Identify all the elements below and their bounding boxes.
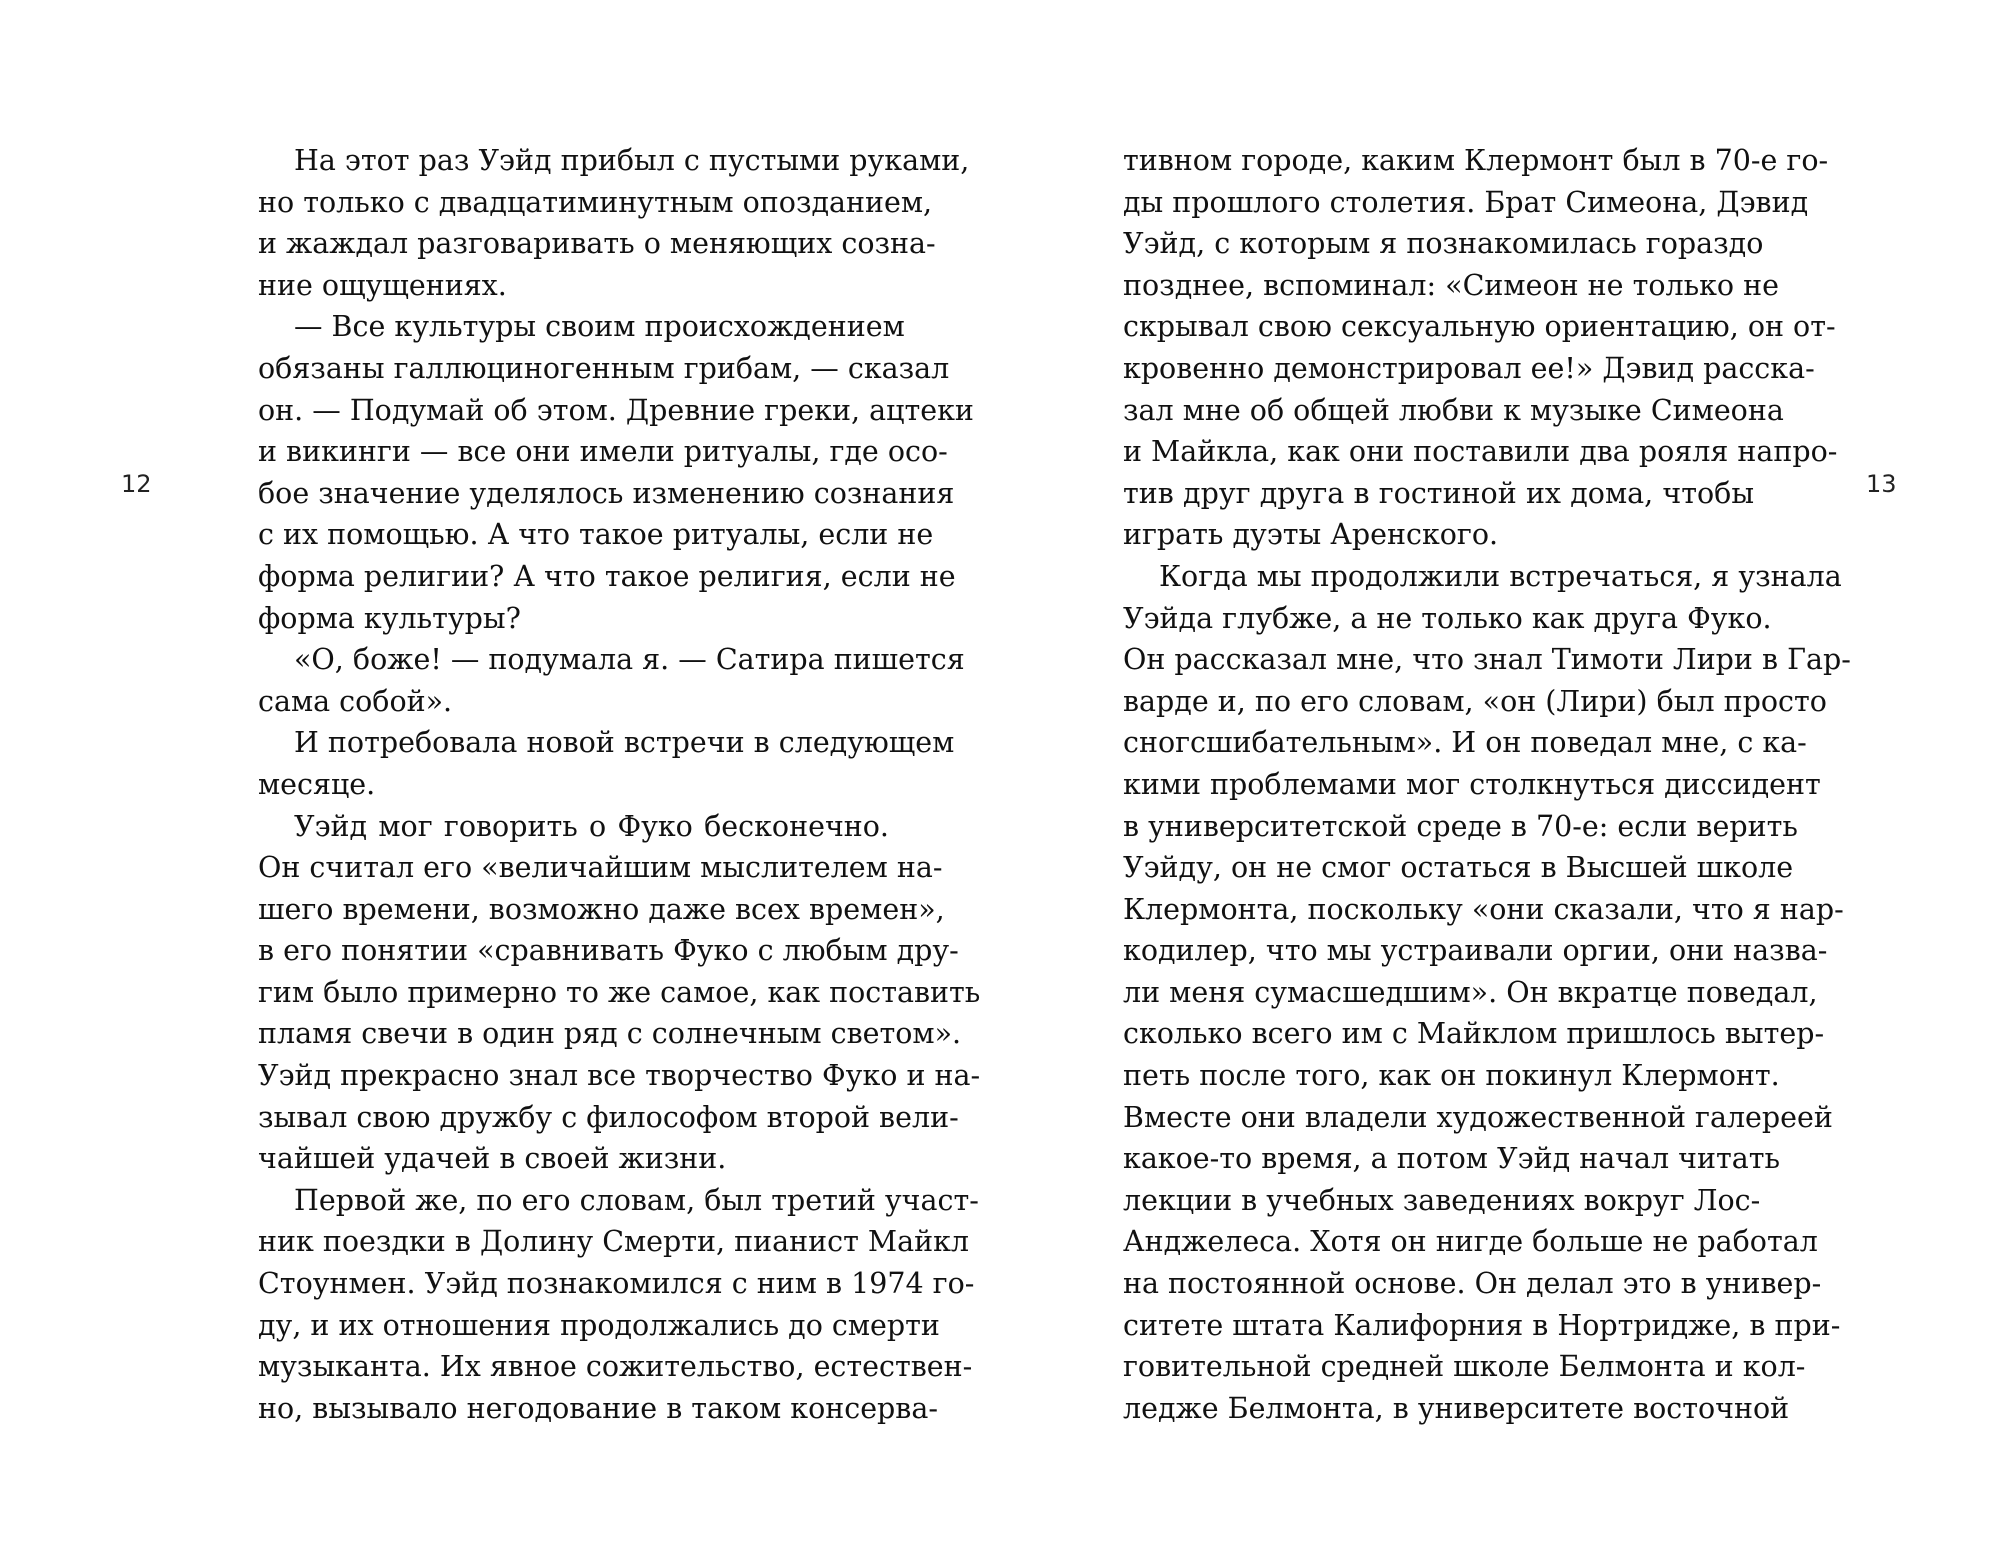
text-line: тив друг друга в гостиной их дома, чтобы	[1123, 476, 1754, 510]
text-line: — Все культуры своим происхождением	[294, 310, 905, 344]
text-line: скрывал свою сексуальную ориентацию, он от-	[1123, 310, 1836, 344]
text-line: в его понятии «сравнивать Фуко с любым дру-	[258, 934, 959, 968]
text-line: тивном городе, каким Клермонт был в 70-е го-	[1123, 144, 1829, 177]
text-line: Первой же, по его словам, был третий участ-	[294, 1183, 979, 1217]
text-line: на постоянной основе. Он делал это в универ-	[1123, 1267, 1822, 1301]
text-line: и Майкла, как они поставили два рояля напро-	[1123, 435, 1838, 469]
text-line: и викинги — все они имели ритуалы, где осо-	[258, 435, 948, 469]
text-line: кодилер, что мы устраивали оргии, они назва-	[1123, 934, 1828, 968]
text-line: Уэйд прекрасно знал все творчество Фуко и на-	[258, 1059, 981, 1093]
text-line: лекции в учебных заведениях вокруг Лос-	[1123, 1183, 1761, 1217]
text-line: кими проблемами мог столкнуться диссидент	[1123, 767, 1821, 801]
text-line: И потребовала новой встречи в следующем	[294, 726, 955, 760]
text-line: играть дуэты Аренского.	[1123, 518, 1499, 552]
text-line: месяце.	[258, 767, 376, 801]
text-line: Уэйд мог говорить о Фуко бесконечно.	[294, 809, 889, 843]
text-line: форма религии? А что такое религия, если не	[258, 559, 956, 593]
page-number-right: 13	[1866, 470, 1897, 498]
text-line: пламя свечи в один ряд с солнечным светом».	[258, 1017, 962, 1051]
text-line: но, вызывало негодование в таком консерва-	[258, 1391, 938, 1425]
text-line: ситете штата Калифорния в Нортридже, в при-	[1123, 1308, 1841, 1342]
text-line: форма культуры?	[258, 601, 521, 635]
text-line: Он рассказал мне, что знал Тимоти Лири в Гар-	[1123, 643, 1851, 677]
right-page-text	[1123, 140, 1851, 1429]
text-line: сколько всего им с Майклом пришлось вытер-	[1123, 1017, 1825, 1051]
left-page-text	[258, 140, 981, 1429]
text-line: Анджелеса. Хотя он нигде больше не работал	[1123, 1225, 1818, 1259]
text-line: гим было примерно то же самое, как поставить	[258, 975, 981, 1009]
text-line: Вместе они владели художественной галереей	[1123, 1100, 1833, 1134]
text-line: чайшей удачей в своей жизни.	[258, 1142, 727, 1176]
text-line: ду, и их отношения продолжались до смерти	[258, 1308, 940, 1342]
text-line: Уэйд, с которым я познакомилась гораздо	[1123, 227, 1764, 261]
text-line: музыканта. Их явное сожительство, естествен-	[258, 1350, 973, 1384]
text-line: сама собой».	[258, 684, 453, 718]
text-line: позднее, вспоминал: «Симеон не только не	[1123, 268, 1780, 302]
text-line: зывал свою дружбу с философом второй вели-	[258, 1100, 959, 1134]
text-line: обязаны галлюциногенным грибам, — сказал	[258, 351, 950, 385]
text-line: ник поездки в Долину Смерти, пианист Майкл	[258, 1225, 970, 1259]
text-line: ние ощущениях.	[258, 268, 507, 302]
text-line: ледже Белмонта, в университете восточной	[1123, 1391, 1790, 1425]
text-line: бое значение уделялось изменению сознания	[258, 476, 955, 510]
text-line: ли меня сумасшедшим». Он вкратце поведал,	[1123, 975, 1818, 1009]
text-line: говительной средней школе Белмонта и кол-	[1123, 1350, 1806, 1384]
text-line: он. — Подумай об этом. Древние греки, ацтеки	[258, 393, 974, 427]
text-line: Он считал его «величайшим мыслителем на-	[258, 851, 943, 885]
text-line: шего времени, возможно даже всех времен»,	[258, 892, 945, 926]
page-number-left: 12	[121, 470, 152, 498]
text-line: Клермонта, поскольку «они сказали, что я нар-	[1123, 892, 1844, 926]
text-line: сногсшибательным». И он поведал мне, с ка-	[1123, 726, 1807, 760]
text-line: но только с двадцатиминутным опозданием,	[258, 185, 933, 219]
text-line: кровенно демонстрировал ее!» Дэвид расска-	[1123, 351, 1815, 385]
text-line: «О, боже! — подумала я. — Сатира пишется	[294, 643, 965, 677]
text-line: Когда мы продолжили встречаться, я узнала	[1159, 559, 1842, 593]
text-line: и жаждал разговаривать о меняющих созна-	[258, 227, 936, 261]
text-line: варде и, по его словам, «он (Лири) был просто	[1123, 684, 1827, 718]
text-line: зал мне об общей любви к музыке Симеона	[1123, 393, 1784, 427]
text-line: Уэйда глубже, а не только как друга Фуко.	[1123, 601, 1772, 635]
text-line: петь после того, как он покинул Клермонт.	[1123, 1059, 1780, 1093]
text-line: ды прошлого столетия. Брат Симеона, Дэвид	[1123, 185, 1809, 219]
text-line: Стоунмен. Уэйд познакомился с ним в 1974 го-	[258, 1267, 975, 1301]
text-line: с их помощью. А что такое ритуалы, если не	[258, 518, 934, 552]
text-line: Уэйду, он не смог остаться в Высшей школе	[1123, 851, 1794, 885]
text-line: в университетской среде в 70-е: если верить	[1123, 809, 1798, 843]
text-line: какое-то время, а потом Уэйд начал читать	[1123, 1142, 1781, 1176]
text-line: На этот раз Уэйд прибыл с пустыми руками,	[294, 144, 970, 177]
